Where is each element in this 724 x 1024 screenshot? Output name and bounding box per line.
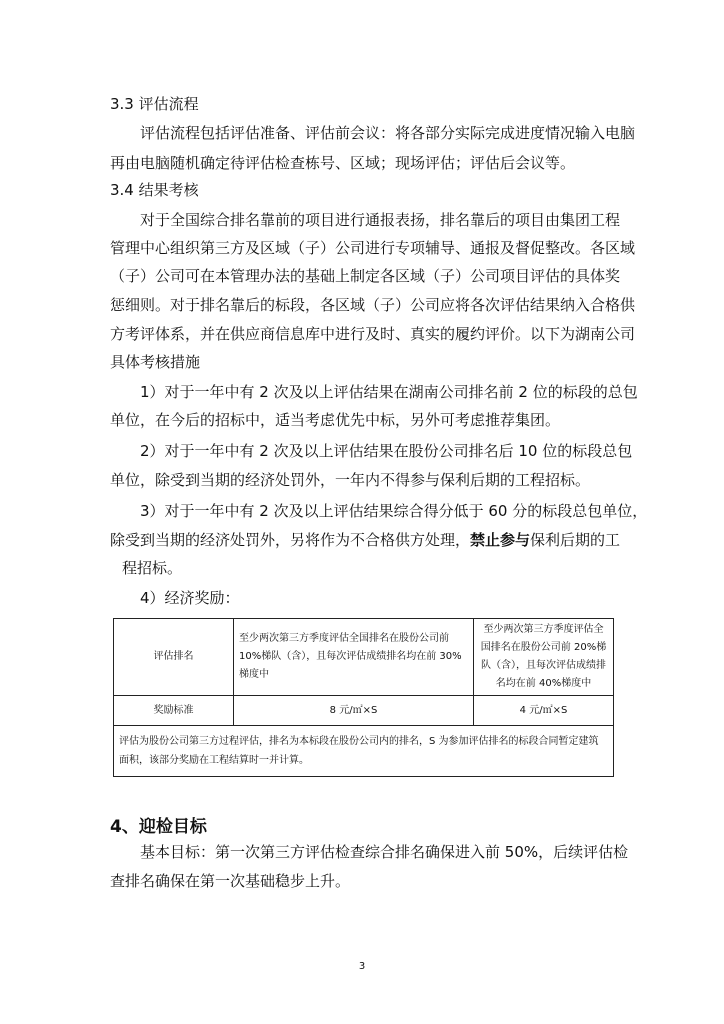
table-cell-reward-2: 4 元/㎡×S <box>474 696 614 726</box>
list-item-3-line: 程招标。 <box>122 559 183 577</box>
page-number: 3 <box>358 961 366 972</box>
section-3-4-heading: 3.4 结果考核 <box>110 181 199 199</box>
paragraph-line: 查排名确保在第一次基础稳步上升。 <box>110 872 351 890</box>
list-item-4-line: 4）经济奖励： <box>140 589 240 607</box>
paragraph-line: 方考评体系，并在供应商信息库中进行及时、真实的履约评价。以下为湖南公司 <box>110 325 636 343</box>
list-item-3-emphasis: 禁止参与 <box>470 531 531 549</box>
list-item-1-line: 1）对于一年中有 2 次及以上评估结果在湖南公司排名前 2 位的标段的总包 <box>140 383 638 401</box>
paragraph-line: （子）公司可在本管理办法的基础上制定各区域（子）公司项目评估的具体奖 <box>110 267 621 285</box>
paragraph-line: 惩细则。对于排名靠后的标段，各区域（子）公司应将各次评估结果纳入合格供 <box>110 296 636 314</box>
list-item-3-line: 3）对于一年中有 2 次及以上评估结果综合得分低于 60 分的标段总包单位， <box>140 502 648 520</box>
paragraph-line: 对于全国综合排名靠前的项目进行通报表扬，排名靠后的项目由集团工程 <box>140 211 621 229</box>
table-row <box>114 726 614 777</box>
table-cell-ranking-label: 评估排名 <box>114 619 234 696</box>
table-cell-reward-1: 8 元/㎡×S <box>234 696 474 726</box>
table-cell-criteria-2: 至少两次第三方季度评估全国排名在股份公司前 20%梯队（含），且每次评估成绩排名均在前 40%梯度中 <box>474 619 614 696</box>
list-item-3-text: 保利后期的工 <box>530 531 621 549</box>
table-cell-reward-label: 奖励标准 <box>114 696 234 726</box>
paragraph-line: 基本目标：第一次第三方评估检查综合排名确保进入前 50%，后续评估检 <box>140 843 629 861</box>
section-3-3-heading: 3.3 评估流程 <box>110 95 199 113</box>
paragraph-line: 评估流程包括评估准备、评估前会议：将各部分实际完成进度情况输入电脑 <box>140 124 636 142</box>
table-cell-note: 评估为股份公司第三方过程评估，排名为本标段在股份公司内的排名，S 为参加评估排名的标段合同暂定建筑面积，该部分奖励在工程结算时一并计算。 <box>114 726 614 777</box>
section-4-heading: 4、迎检目标 <box>110 817 207 837</box>
table-row <box>114 696 614 726</box>
paragraph-line: 再由电脑随机确定待评估检查栋号、区域；现场评估；评估后会议等。 <box>110 154 576 172</box>
list-item-1-line: 单位，在今后的招标中，适当考虑优先中标，另外可考虑推荐集团。 <box>110 411 561 429</box>
table-row <box>114 619 614 696</box>
paragraph-line: 具体考核措施 <box>110 353 201 371</box>
list-item-2-line: 2）对于一年中有 2 次及以上评估结果在股份公司排名后 10 位的标段总包 <box>140 442 633 460</box>
paragraph-line: 管理中心组织第三方及区域（子）公司进行专项辅导、通报及督促整改。各区域 <box>110 239 636 257</box>
reward-table <box>113 618 614 777</box>
list-item-3-line <box>110 530 620 550</box>
table-cell-criteria-1: 至少两次第三方季度评估全国排名在股份公司前 10%梯队（含），且每次评估成绩排名均在前 30%梯度中 <box>234 619 474 696</box>
list-item-3-text: 除受到当期的经济处罚外，另将作为不合格供方处理， <box>110 531 471 549</box>
list-item-2-line: 单位，除受到当期的经济处罚外，一年内不得参与保利后期的工程招标。 <box>110 471 591 489</box>
